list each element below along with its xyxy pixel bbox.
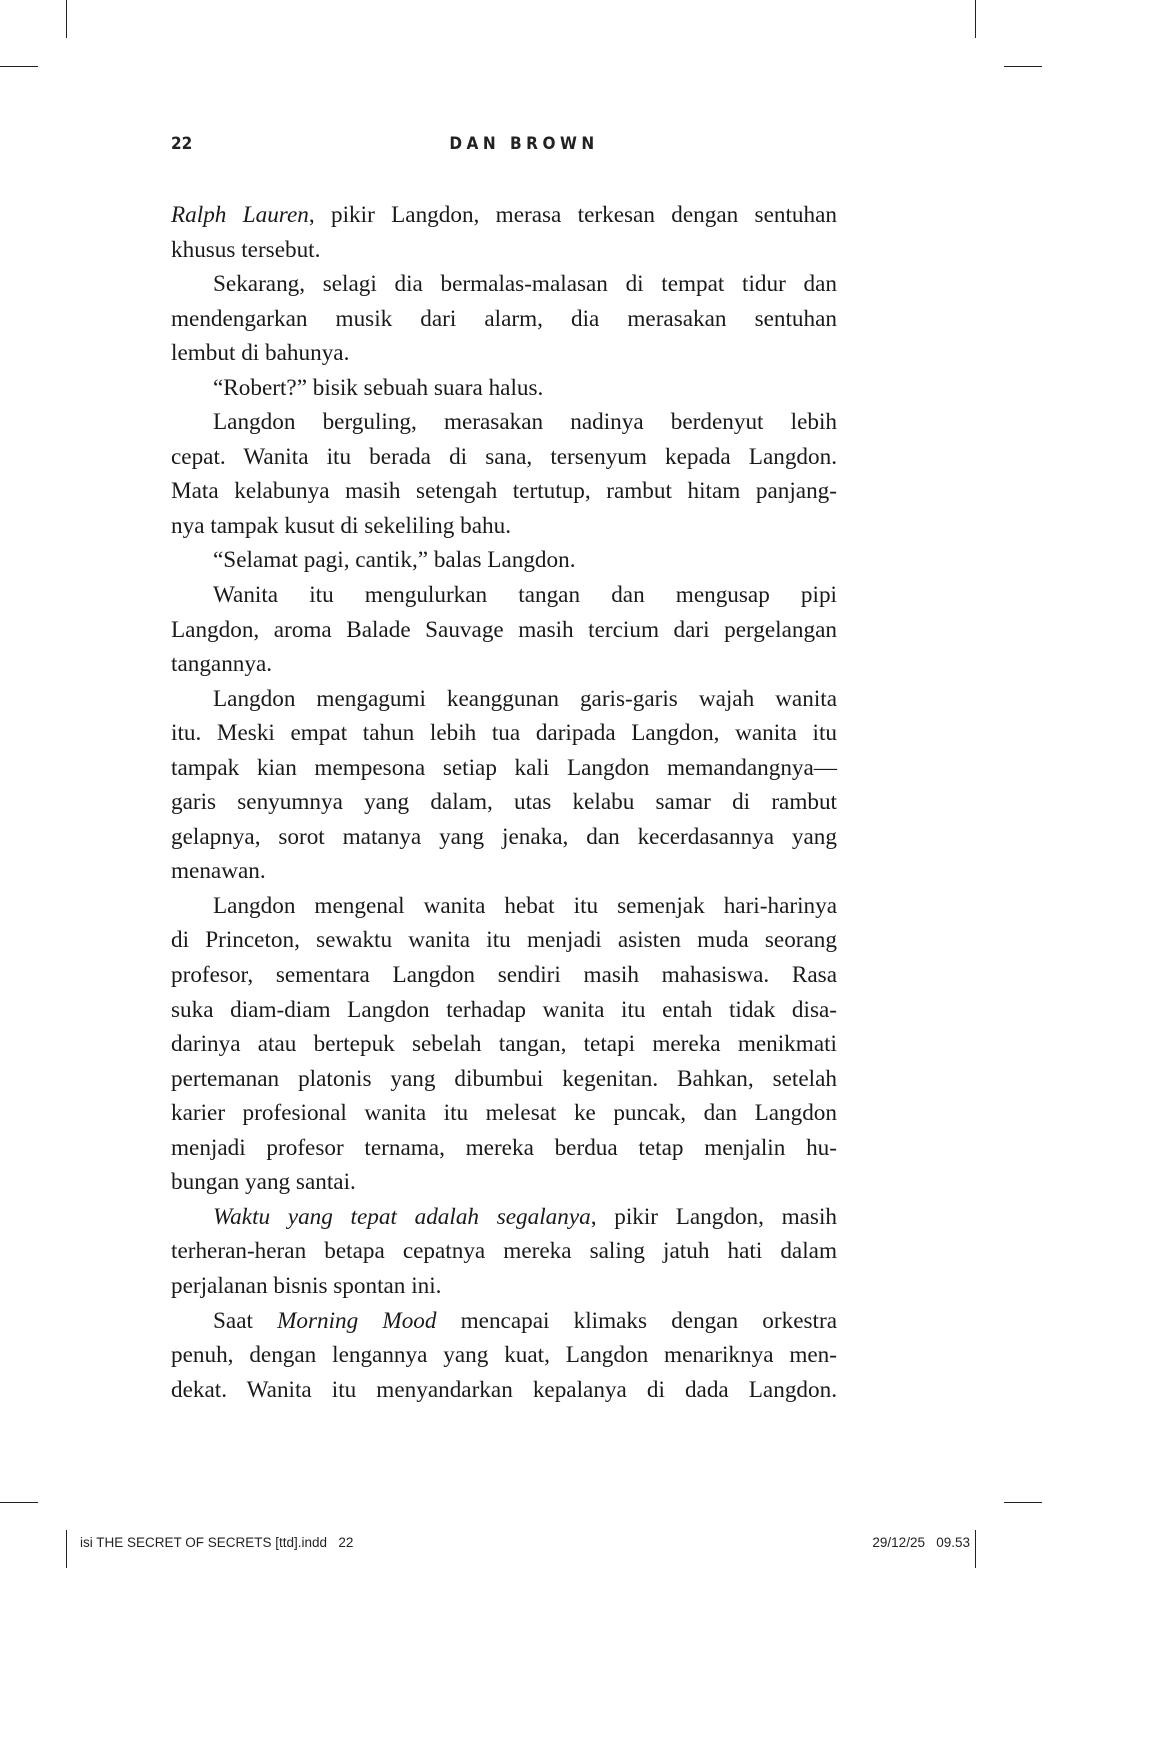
text-segment: garis senyumnya yang dalam, utas kelabu samar di rambut bbox=[171, 789, 837, 816]
text-segment: menawan. bbox=[171, 858, 266, 885]
text-segment: suka diam-diam Langdon terhadap wanita itu entah tidak disa- bbox=[171, 996, 837, 1023]
text-line bbox=[171, 716, 837, 751]
text-line bbox=[171, 336, 837, 371]
text-line bbox=[171, 267, 837, 302]
text-line bbox=[171, 820, 837, 855]
text-line bbox=[171, 371, 837, 406]
text-segment: cepat. Wanita itu berada di sana, tersenyum kepada Langdon. bbox=[171, 443, 837, 470]
text-line bbox=[171, 1304, 837, 1339]
text-line bbox=[171, 578, 837, 613]
running-head bbox=[171, 134, 837, 158]
text-segment: Wanita itu mengulurkan tangan dan mengusap pipi bbox=[213, 582, 837, 609]
italic-text: Morning Mood bbox=[277, 1307, 437, 1334]
text-segment: khusus tersebut. bbox=[171, 236, 321, 263]
text-line bbox=[171, 958, 837, 993]
text-line bbox=[171, 509, 837, 544]
text-line bbox=[171, 1200, 837, 1235]
text-segment: Langdon berguling, merasakan nadinya berdenyut lebih bbox=[213, 409, 837, 436]
text-line bbox=[171, 682, 837, 717]
crop-mark-bottom-right bbox=[975, 1530, 976, 1568]
text-line bbox=[171, 474, 837, 509]
text-segment: tangannya. bbox=[171, 651, 273, 678]
text-segment: “Robert?” bisik sebuah suara halus. bbox=[213, 374, 544, 401]
text-line bbox=[171, 613, 837, 648]
text-segment: karier profesional wanita itu melesat ke puncak, dan Langdon bbox=[171, 1100, 837, 1127]
text-line bbox=[171, 233, 837, 268]
text-segment: di Princeton, sewaktu wanita itu menjadi asisten muda seorang bbox=[171, 927, 837, 954]
italic-text: Waktu yang tepat adalah segalanya bbox=[213, 1203, 591, 1230]
text-line bbox=[171, 198, 837, 233]
text-segment: Mata kelabunya masih setengah tertutup, rambut hitam panjang- bbox=[171, 478, 837, 505]
text-line bbox=[171, 1373, 837, 1408]
italic-text: Ralph Lauren bbox=[171, 202, 309, 228]
text-segment: lembut di bahunya. bbox=[171, 340, 350, 367]
text-line bbox=[171, 889, 837, 924]
text-line bbox=[171, 1269, 837, 1304]
running-head-author: DAN BROWN bbox=[449, 134, 599, 154]
page-number: 22 bbox=[171, 134, 193, 154]
slug-date-time: 29/12/25 09.53 bbox=[872, 1535, 970, 1550]
text-segment: terheran-heran betapa cepatnya mereka saling jatuh hati dalam bbox=[171, 1238, 837, 1265]
text-segment: Langdon mengenal wanita hebat itu semenjak hari-harinya bbox=[213, 892, 837, 919]
crop-mark-bottom-right-h bbox=[1004, 1502, 1042, 1503]
text-segment: menjadi profesor ternama, mereka berdua tetap menjalin hu- bbox=[171, 1134, 837, 1161]
text-line bbox=[171, 1027, 837, 1062]
text-segment: Sekarang, selagi dia bermalas-malasan di tempat tidur dan bbox=[213, 271, 837, 298]
text-segment: penuh, dengan lengannya yang kuat, Langdon menariknya men- bbox=[171, 1342, 837, 1369]
text-line bbox=[171, 647, 837, 682]
text-segment: bungan yang santai. bbox=[171, 1169, 356, 1196]
text-segment: pertemanan platonis yang dibumbui kegenitan. Bahkan, setelah bbox=[171, 1065, 837, 1092]
text-line bbox=[171, 405, 837, 440]
body-text bbox=[171, 198, 837, 1407]
text-segment: dekat. Wanita itu menyandarkan kepalanya di dada Langdon. bbox=[171, 1376, 837, 1403]
crop-mark-top-left-h bbox=[0, 66, 38, 67]
text-line bbox=[171, 785, 837, 820]
text-segment: “Selamat pagi, cantik,” balas Langdon. bbox=[213, 547, 576, 574]
text-segment: profesor, sementara Langdon sendiri masih mahasiswa. Rasa bbox=[171, 962, 837, 989]
text-segment: Saat bbox=[213, 1307, 278, 1334]
crop-mark-bottom-left-h bbox=[0, 1502, 38, 1503]
text-line bbox=[171, 923, 837, 958]
text-line bbox=[171, 751, 837, 786]
text-line bbox=[171, 440, 837, 475]
text-line bbox=[171, 543, 837, 578]
text-line bbox=[171, 993, 837, 1028]
text-segment: mencapai klimaks dengan orkestra bbox=[436, 1307, 837, 1334]
text-segment: nya tampak kusut di sekeliling bahu. bbox=[171, 512, 512, 539]
text-line bbox=[171, 1165, 837, 1200]
crop-mark-bottom-left bbox=[66, 1530, 67, 1568]
crop-mark-top-right-h bbox=[1004, 66, 1042, 67]
text-line bbox=[171, 854, 837, 889]
text-segment: tampak kian mempesona setiap kali Langdon memandangnya— bbox=[171, 754, 837, 781]
text-line bbox=[171, 1131, 837, 1166]
text-segment: darinya atau bertepuk sebelah tangan, tetapi mereka menikmati bbox=[171, 1031, 837, 1058]
text-line bbox=[171, 302, 837, 337]
text-line bbox=[171, 1338, 837, 1373]
crop-mark-top-left bbox=[66, 0, 67, 38]
crop-mark-top-right bbox=[975, 0, 976, 38]
text-line bbox=[171, 1096, 837, 1131]
slug-line bbox=[80, 1535, 970, 1555]
text-segment: Langdon mengagumi keanggunan garis-garis wajah wanita bbox=[213, 685, 837, 712]
text-segment: mendengarkan musik dari alarm, dia merasakan sentuhan bbox=[171, 305, 837, 332]
text-segment: , pikir Langdon, merasa terkesan dengan sentuhan bbox=[308, 202, 837, 228]
text-segment: , pikir Langdon, masih bbox=[590, 1203, 837, 1230]
text-segment: perjalanan bisnis spontan ini. bbox=[171, 1272, 442, 1299]
text-segment: Langdon, aroma Balade Sauvage masih tercium dari pergelangan bbox=[171, 616, 837, 643]
slug-file-name: isi THE SECRET OF SECRETS [ttd].indd 22 bbox=[80, 1535, 354, 1550]
text-line bbox=[171, 1062, 837, 1097]
text-segment: itu. Meski empat tahun lebih tua daripada Langdon, wanita itu bbox=[171, 720, 837, 747]
text-line bbox=[171, 1234, 837, 1269]
text-segment: gelapnya, sorot matanya yang jenaka, dan kecerdasannya yang bbox=[171, 823, 837, 850]
